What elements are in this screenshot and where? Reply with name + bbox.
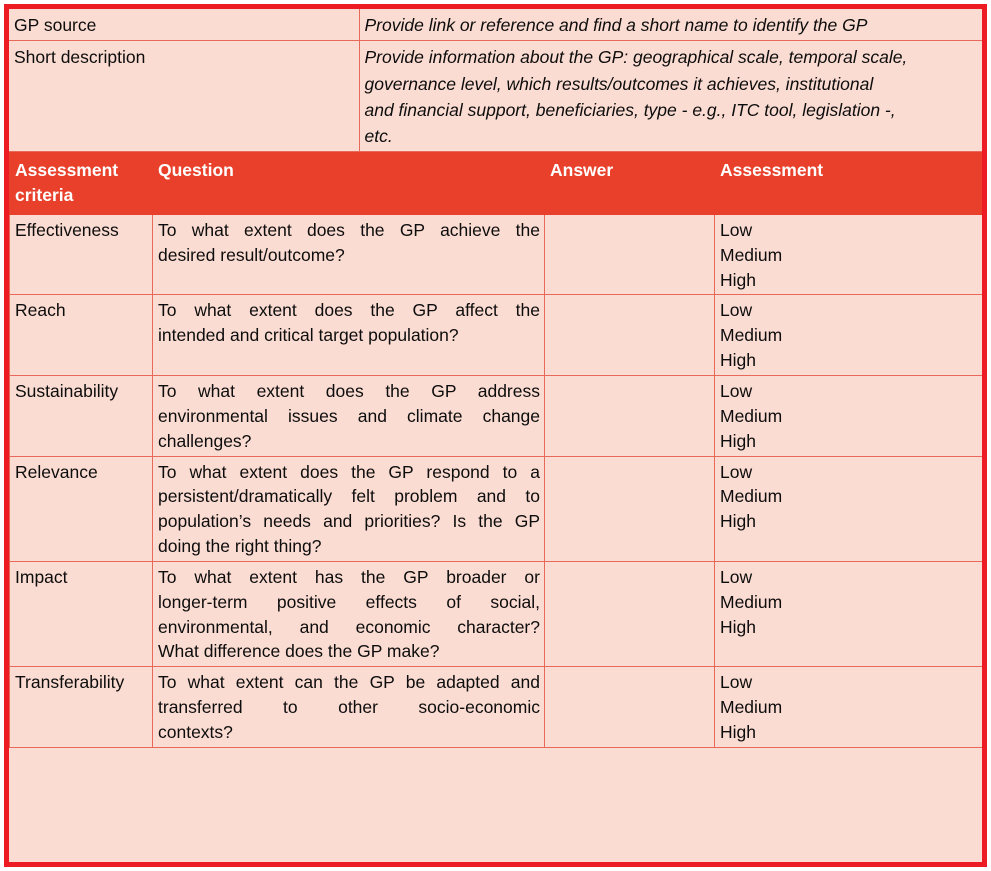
short-description-value[interactable] — [359, 41, 982, 152]
column-header-answer: Answer — [545, 153, 715, 215]
assessment-option-low[interactable]: Low — [720, 566, 753, 587]
question-sustainability — [153, 376, 545, 457]
assessment-option-medium[interactable]: Medium — [720, 405, 783, 426]
question-line: intended and critical target population? — [158, 325, 459, 346]
column-header-assessment-criteria: Assessment criteria — [10, 153, 153, 215]
gp-source-value[interactable] — [359, 9, 982, 41]
assessment-option-medium[interactable]: Medium — [720, 325, 783, 346]
question-line: transferred to other socio-economic — [158, 697, 540, 718]
assessment-option-low[interactable]: Low — [720, 219, 753, 240]
table-row — [10, 561, 983, 666]
table-row — [10, 295, 983, 376]
criteria-table-body — [10, 214, 983, 747]
assessment-table-frame — [4, 4, 987, 867]
answer-relevance[interactable] — [545, 456, 715, 561]
table-row — [9, 9, 982, 41]
assessment-option-medium[interactable]: Medium — [720, 697, 783, 718]
criteria-effectiveness: Effectiveness — [10, 214, 153, 295]
criteria-impact: Impact — [10, 561, 153, 666]
assessment-relevance[interactable] — [715, 456, 983, 561]
question-line: To what extent does the GP affect the — [158, 300, 540, 321]
question-line: persistent/dramatically felt problem and to — [158, 486, 540, 507]
answer-effectiveness[interactable] — [545, 214, 715, 295]
answer-reach[interactable] — [545, 295, 715, 376]
assessment-option-medium[interactable]: Medium — [720, 591, 783, 612]
table-row — [9, 41, 982, 152]
question-line: To what extent can the GP be adapted and — [158, 672, 540, 693]
question-impact — [153, 561, 545, 666]
assessment-option-low[interactable]: Low — [720, 381, 753, 401]
question-effectiveness — [153, 214, 545, 295]
assessment-option-low[interactable]: Low — [720, 300, 753, 321]
question-line: desired result/outcome? — [158, 244, 345, 265]
table-header-row — [10, 153, 983, 215]
question-line: To what extent has the GP broader or — [158, 566, 540, 587]
gp-source-line-1: Provide link or reference and find a short name to identify the GP — [364, 15, 868, 35]
criteria-table — [9, 152, 983, 748]
gp-intro-table — [9, 9, 983, 152]
question-line: doing the right thing? — [158, 536, 322, 557]
gp-source-label: GP source — [9, 9, 359, 41]
answer-transferability[interactable] — [545, 667, 715, 748]
assessment-option-medium[interactable]: Medium — [720, 244, 783, 265]
question-line: challenges? — [158, 430, 252, 451]
table-row — [10, 214, 983, 295]
question-reach — [153, 295, 545, 376]
assessment-option-high[interactable]: High — [720, 721, 756, 742]
short-description-line-2: governance level, which results/outcomes it achieves, institutional — [364, 73, 874, 94]
assessment-reach[interactable] — [715, 295, 983, 376]
question-transferability — [153, 667, 545, 748]
question-line: To what extent does the GP achieve the — [158, 219, 540, 240]
question-line: population’s needs and priorities? Is the GP — [158, 511, 540, 532]
assessment-effectiveness[interactable] — [715, 214, 983, 295]
criteria-relevance: Relevance — [10, 456, 153, 561]
assessment-transferability[interactable] — [715, 667, 983, 748]
assessment-option-high[interactable]: High — [720, 350, 756, 371]
assessment-impact[interactable] — [715, 561, 983, 666]
short-description-line-3: and financial support, beneficiaries, type - e.g., ITC tool, legislation -, — [364, 99, 896, 120]
question-line: environmental, and economic character? — [158, 616, 540, 637]
short-description-line-4: etc. — [364, 126, 393, 146]
question-line: longer-term positive effects of social, — [158, 591, 540, 612]
short-description-line-1: Provide information about the GP: geographical scale, temporal scale, — [364, 47, 908, 68]
criteria-sustainability: Sustainability — [10, 376, 153, 457]
table-row — [10, 376, 983, 457]
table-row — [10, 667, 983, 748]
criteria-reach: Reach — [10, 295, 153, 376]
assessment-option-medium[interactable]: Medium — [720, 486, 783, 507]
table-row — [10, 456, 983, 561]
answer-sustainability[interactable] — [545, 376, 715, 457]
question-relevance — [153, 456, 545, 561]
criteria-transferability: Transferability — [10, 667, 153, 748]
question-line: To what extent does the GP address — [158, 381, 540, 401]
assessment-sustainability[interactable] — [715, 376, 983, 457]
assessment-option-high[interactable]: High — [720, 616, 756, 637]
question-line: contexts? — [158, 721, 233, 742]
assessment-option-low[interactable]: Low — [720, 461, 753, 482]
column-header-question: Question — [153, 153, 545, 215]
question-line: What difference does the GP make? — [158, 641, 440, 662]
gp-intro-body — [9, 9, 982, 152]
question-line: To what extent does the GP respond to a — [158, 461, 540, 482]
assessment-option-high[interactable]: High — [720, 511, 756, 532]
assessment-option-high[interactable]: High — [720, 269, 756, 290]
assessment-option-high[interactable]: High — [720, 430, 756, 451]
answer-impact[interactable] — [545, 561, 715, 666]
column-header-assessment: Assessment — [715, 153, 983, 215]
criteria-table-head — [10, 153, 983, 215]
assessment-option-low[interactable]: Low — [720, 672, 753, 693]
question-line: environmental issues and climate change — [158, 405, 540, 426]
short-description-label: Short description — [9, 41, 359, 152]
